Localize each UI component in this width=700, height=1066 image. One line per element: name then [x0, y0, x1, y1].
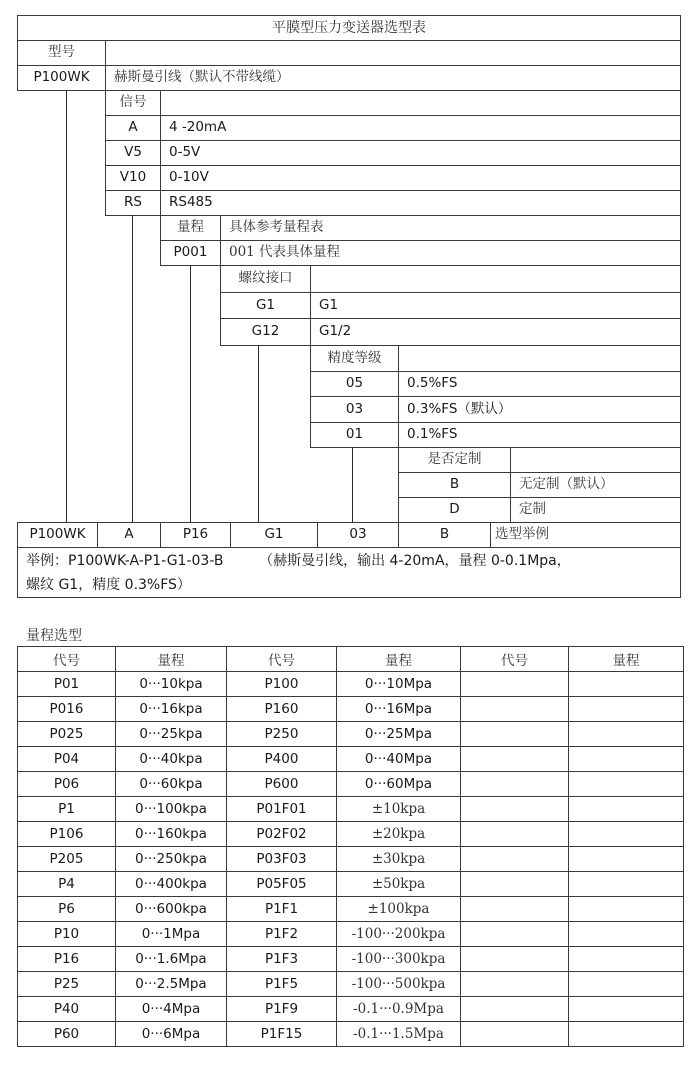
- table-row: [18, 872, 684, 897]
- cell-code: P04: [18, 747, 116, 772]
- cell-range: [569, 722, 684, 747]
- cell-code: [461, 997, 569, 1022]
- model-header-blank: [105, 40, 681, 66]
- cell-code: P1F3: [227, 947, 337, 972]
- signal-header: 信号: [105, 90, 161, 116]
- cell-range: 0···250kpa: [116, 847, 227, 872]
- cell-range: 0···25kpa: [116, 722, 227, 747]
- col-header-code: 代号: [18, 647, 116, 672]
- model-desc: 赫斯曼引线（默认不带线缆）: [105, 65, 681, 91]
- signal-header-blank: [160, 90, 681, 116]
- cell-code: P1F15: [227, 1022, 337, 1047]
- signal-desc: 0-10V: [160, 165, 681, 191]
- cell-code: [461, 947, 569, 972]
- cell-range: -0.1···0.9Mpa: [337, 997, 461, 1022]
- range-table: [17, 646, 684, 1047]
- cell-code: [461, 872, 569, 897]
- cell-code: [461, 797, 569, 822]
- table-row: [18, 672, 684, 697]
- cell-code: P4: [18, 872, 116, 897]
- cell-range: 0···60Mpa: [337, 772, 461, 797]
- cell-code: [461, 772, 569, 797]
- cell-code: [461, 847, 569, 872]
- example-cell-thread: G1: [230, 522, 318, 548]
- cell-range: -100···200kpa: [337, 922, 461, 947]
- cell-code: P016: [18, 697, 116, 722]
- cell-range: ±10kpa: [337, 797, 461, 822]
- cell-code: [461, 672, 569, 697]
- accuracy-desc: 0.3%FS（默认）: [398, 396, 681, 423]
- cell-code: [461, 972, 569, 997]
- col-header-range: 量程: [337, 647, 461, 672]
- cell-code: P250: [227, 722, 337, 747]
- cell-range: 0···1Mpa: [116, 922, 227, 947]
- custom-code: D: [398, 497, 511, 523]
- range-table-body: [18, 672, 684, 1047]
- example-cell-model: P100WK: [17, 522, 98, 548]
- cell-range: [569, 997, 684, 1022]
- table-row: [18, 697, 684, 722]
- cell-code: P1F5: [227, 972, 337, 997]
- cell-code: [461, 897, 569, 922]
- cell-code: P106: [18, 822, 116, 847]
- custom-header: 是否定制: [398, 447, 511, 473]
- signal-desc: RS485: [160, 190, 681, 216]
- signal-code: RS: [105, 190, 161, 216]
- thread-code: G1: [220, 292, 311, 319]
- connector-signal: [132, 215, 133, 523]
- cell-code: P025: [18, 722, 116, 747]
- table-row: [18, 922, 684, 947]
- cell-code: P400: [227, 747, 337, 772]
- cell-code: [461, 922, 569, 947]
- cell-range: [569, 772, 684, 797]
- cell-range: 0···6Mpa: [116, 1022, 227, 1047]
- range-table-header-row: [18, 647, 684, 672]
- accuracy-desc: 0.5%FS: [398, 371, 681, 397]
- cell-code: [461, 722, 569, 747]
- example-note-line2: 螺纹 G1，精度 0.3%FS）: [26, 577, 191, 593]
- cell-code: P01F01: [227, 797, 337, 822]
- accuracy-desc: 0.1%FS: [398, 422, 681, 448]
- cell-range: [569, 1022, 684, 1047]
- cell-range: [569, 672, 684, 697]
- accuracy-code: 05: [310, 371, 399, 397]
- table-row: [18, 747, 684, 772]
- table-title: 平膜型压力变送器选型表: [17, 15, 681, 41]
- signal-code: V5: [105, 140, 161, 166]
- cell-code: P25: [18, 972, 116, 997]
- cell-range: 0···100kpa: [116, 797, 227, 822]
- cell-code: P01: [18, 672, 116, 697]
- cell-range: 0···40kpa: [116, 747, 227, 772]
- col-header-code: 代号: [227, 647, 337, 672]
- cell-range: 0···2.5Mpa: [116, 972, 227, 997]
- cell-range: [569, 847, 684, 872]
- connector-thread: [258, 345, 259, 523]
- cell-code: P1F2: [227, 922, 337, 947]
- accuracy-code: 03: [310, 396, 399, 423]
- table-row: [18, 722, 684, 747]
- cell-range: -100···500kpa: [337, 972, 461, 997]
- cell-code: P1F1: [227, 897, 337, 922]
- thread-code: G12: [220, 318, 311, 346]
- model-code: P100WK: [17, 65, 106, 91]
- cell-range: [569, 697, 684, 722]
- cell-range: ±100kpa: [337, 897, 461, 922]
- cell-range: [569, 747, 684, 772]
- table-row: [18, 897, 684, 922]
- col-header-range: 量程: [116, 647, 227, 672]
- cell-code: P05F05: [227, 872, 337, 897]
- cell-code: P205: [18, 847, 116, 872]
- signal-code: A: [105, 115, 161, 141]
- cell-range: 0···4Mpa: [116, 997, 227, 1022]
- cell-range: 0···16Mpa: [337, 697, 461, 722]
- cell-code: P1F9: [227, 997, 337, 1022]
- cell-code: P100: [227, 672, 337, 697]
- table-row: [18, 822, 684, 847]
- signal-desc: 4 -20mA: [160, 115, 681, 141]
- custom-desc: 定制: [510, 497, 681, 523]
- table-row: [18, 772, 684, 797]
- cell-code: [461, 822, 569, 847]
- table-row: [18, 797, 684, 822]
- cell-range: ±50kpa: [337, 872, 461, 897]
- cell-code: P02F02: [227, 822, 337, 847]
- cell-code: [461, 747, 569, 772]
- model-header: 型号: [17, 40, 106, 66]
- cell-range: -0.1···1.5Mpa: [337, 1022, 461, 1047]
- cell-range: 0···60kpa: [116, 772, 227, 797]
- table-row: [18, 847, 684, 872]
- cell-range: [569, 822, 684, 847]
- example-cell-signal: A: [97, 522, 161, 548]
- custom-header-blank: [510, 447, 681, 473]
- cell-range: [569, 972, 684, 997]
- cell-code: P16: [18, 947, 116, 972]
- accuracy-code: 01: [310, 422, 399, 448]
- cell-range: 0···400kpa: [116, 872, 227, 897]
- thread-desc: G1/2: [310, 318, 681, 346]
- range-code: P001: [160, 240, 221, 266]
- cell-range: 0···16kpa: [116, 697, 227, 722]
- example-cell-accuracy: 03: [317, 522, 399, 548]
- example-cell-custom: B: [398, 522, 491, 548]
- cell-range: ±20kpa: [337, 822, 461, 847]
- accuracy-header-blank: [398, 345, 681, 372]
- cell-range: 0···10Mpa: [337, 672, 461, 697]
- example-note: [17, 547, 681, 598]
- cell-range: 0···1.6Mpa: [116, 947, 227, 972]
- cell-range: [569, 922, 684, 947]
- cell-code: [461, 697, 569, 722]
- range-header: 量程: [160, 215, 221, 241]
- cell-code: P1: [18, 797, 116, 822]
- cell-code: P03F03: [227, 847, 337, 872]
- thread-header-blank: [310, 265, 681, 293]
- connector-model: [66, 90, 67, 523]
- cell-range: [569, 872, 684, 897]
- example-cell-range: P16: [160, 522, 231, 548]
- cell-range: [569, 897, 684, 922]
- range-desc: 001 代表具体量程: [220, 240, 681, 266]
- cell-code: P10: [18, 922, 116, 947]
- signal-code: V10: [105, 165, 161, 191]
- cell-range: 0···40Mpa: [337, 747, 461, 772]
- connector-accuracy: [352, 447, 353, 523]
- example-label: 选型举例: [490, 522, 681, 548]
- thread-desc: G1: [310, 292, 681, 319]
- table-row: [18, 997, 684, 1022]
- table-row: [18, 1022, 684, 1047]
- cell-range: 0···600kpa: [116, 897, 227, 922]
- example-note-line1: 举例：P100WK-A-P1-G1-03-B （赫斯曼引线，输出 4-20mA，量程 0-0.1Mpa，: [26, 553, 571, 569]
- cell-range: 0···25Mpa: [337, 722, 461, 747]
- table-row: [18, 972, 684, 997]
- cell-range: [569, 947, 684, 972]
- connector-range: [190, 265, 191, 523]
- cell-code: P600: [227, 772, 337, 797]
- cell-code: P40: [18, 997, 116, 1022]
- thread-header: 螺纹接口: [220, 265, 311, 293]
- cell-range: -100···300kpa: [337, 947, 461, 972]
- cell-range: 0···160kpa: [116, 822, 227, 847]
- range-header-desc: 具体参考量程表: [220, 215, 681, 241]
- signal-desc: 0-5V: [160, 140, 681, 166]
- custom-desc: 无定制（默认）: [510, 472, 681, 498]
- cell-code: P60: [18, 1022, 116, 1047]
- col-header-code: 代号: [461, 647, 569, 672]
- cell-code: P160: [227, 697, 337, 722]
- col-header-range: 量程: [569, 647, 684, 672]
- custom-code: B: [398, 472, 511, 498]
- range-table-title: 量程选型: [26, 628, 82, 644]
- cell-code: P6: [18, 897, 116, 922]
- cell-range: [569, 797, 684, 822]
- cell-range: 0···10kpa: [116, 672, 227, 697]
- cell-code: [461, 1022, 569, 1047]
- cell-range: ±30kpa: [337, 847, 461, 872]
- cell-code: P06: [18, 772, 116, 797]
- accuracy-header: 精度等级: [310, 345, 399, 372]
- table-row: [18, 947, 684, 972]
